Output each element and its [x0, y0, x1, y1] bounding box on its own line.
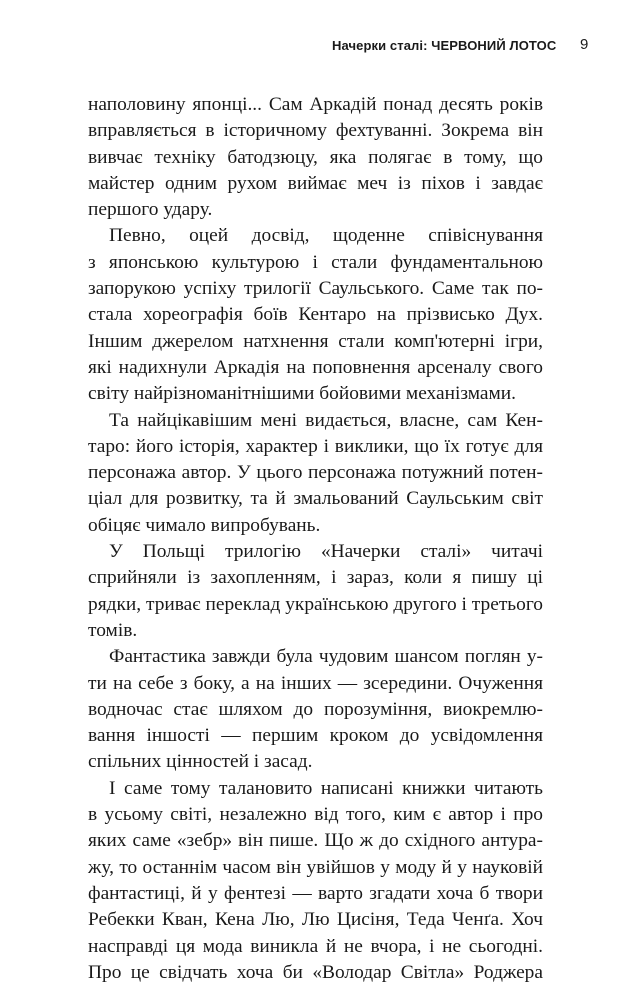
text-line: водночас стає шляхом до порозуміння, виокремлю-: [88, 698, 543, 720]
text-line: вивчає техніку батодзюцу, яка полягає в тому, що: [88, 146, 543, 168]
paragraph: [88, 644, 543, 775]
text-line: томів.: [88, 619, 138, 641]
text-line: запорукою успіху трилогії Саульського. Саме так по-: [88, 278, 543, 300]
text-line: Фантастика завжди була чудовим шансом поглян у-: [109, 646, 543, 668]
text-line: вправляється в історичному фехтуванні. Зокрема він: [88, 120, 543, 142]
paragraph: [88, 776, 543, 986]
text-line: Певно, оцей досвід, щоденне співіснування: [109, 225, 543, 247]
page-number: 9: [580, 36, 589, 53]
text-line: Та найцікавішим мені видається, власне, сам Кен-: [109, 409, 543, 431]
text-line: Про це свідчать хоча би «Володар Світла» Роджера: [88, 961, 543, 983]
text-line: вання іншості — першим кроком до усвідомлення: [88, 725, 543, 747]
text-line: Іншим джерелом натхнення стали комп'ютерні ігри,: [88, 330, 543, 352]
text-line: наполовину японці... Сам Аркадій понад десять років: [88, 94, 543, 115]
text-line: персонажа автор. У цього персонажа потужний потен-: [88, 462, 543, 484]
text-line: І саме тому талановито написані книжки читають: [109, 777, 543, 799]
text-line: У Польщі трилогію «Начерки сталі» читачі: [109, 541, 543, 563]
text-line: фантастиці, й у фентезі — варто згадати хоча б твори: [88, 882, 543, 904]
text-line: насправді ця мода виникла й не вчора, і не сьогодні.: [88, 935, 543, 957]
body-text: [88, 92, 543, 986]
text-line: сприйняли із захопленням, і зараз, коли я пишу ці: [88, 567, 543, 589]
text-line: які надихнули Аркадія на поповнення арсеналу свого: [88, 356, 543, 378]
text-line: ціал для розвитку, та й змальований Саульським світ: [88, 488, 543, 510]
running-title: Начерки сталі: ЧЕРВОНИЙ ЛОТОС: [332, 38, 557, 53]
paragraph: [88, 539, 543, 644]
text-line: обіцяє чимало випробувань.: [88, 514, 321, 536]
paragraph: [88, 408, 543, 539]
text-line: майстер одним рухом виймає меч із піхов і завдає: [88, 172, 543, 194]
text-line: ти на себе з боку, а на інших — зсередини. Очуження: [88, 672, 543, 694]
text-line: стала хореографія боїв Кентаро на прізвисько Дух.: [88, 304, 543, 326]
text-line: в усьому світі, незалежно від того, ким є автор і про: [88, 804, 543, 826]
text-line: спільних цінностей і засад.: [88, 751, 313, 773]
text-line: жу, то останнім часом він увійшов у моду й у науковій: [88, 856, 543, 878]
text-line: першого удару.: [88, 199, 213, 221]
text-line: світу найрізноманітнішими бойовими механізмами.: [88, 383, 516, 405]
paragraph: [88, 223, 543, 407]
text-line: Ребекки Кван, Кена Лю, Лю Цисіня, Теда Ченґа. Хоч: [88, 909, 543, 931]
text-line: яких саме «зебр» він пише. Що ж до східного антура-: [88, 830, 543, 852]
paragraph: [88, 92, 543, 223]
text-line: таро: його історія, характер і виклики, що їх готує для: [88, 435, 543, 457]
text-line: з японською культурою і стали фундаментальною: [88, 251, 543, 273]
text-line: рядки, триває переклад українською другого і третього: [88, 593, 543, 615]
